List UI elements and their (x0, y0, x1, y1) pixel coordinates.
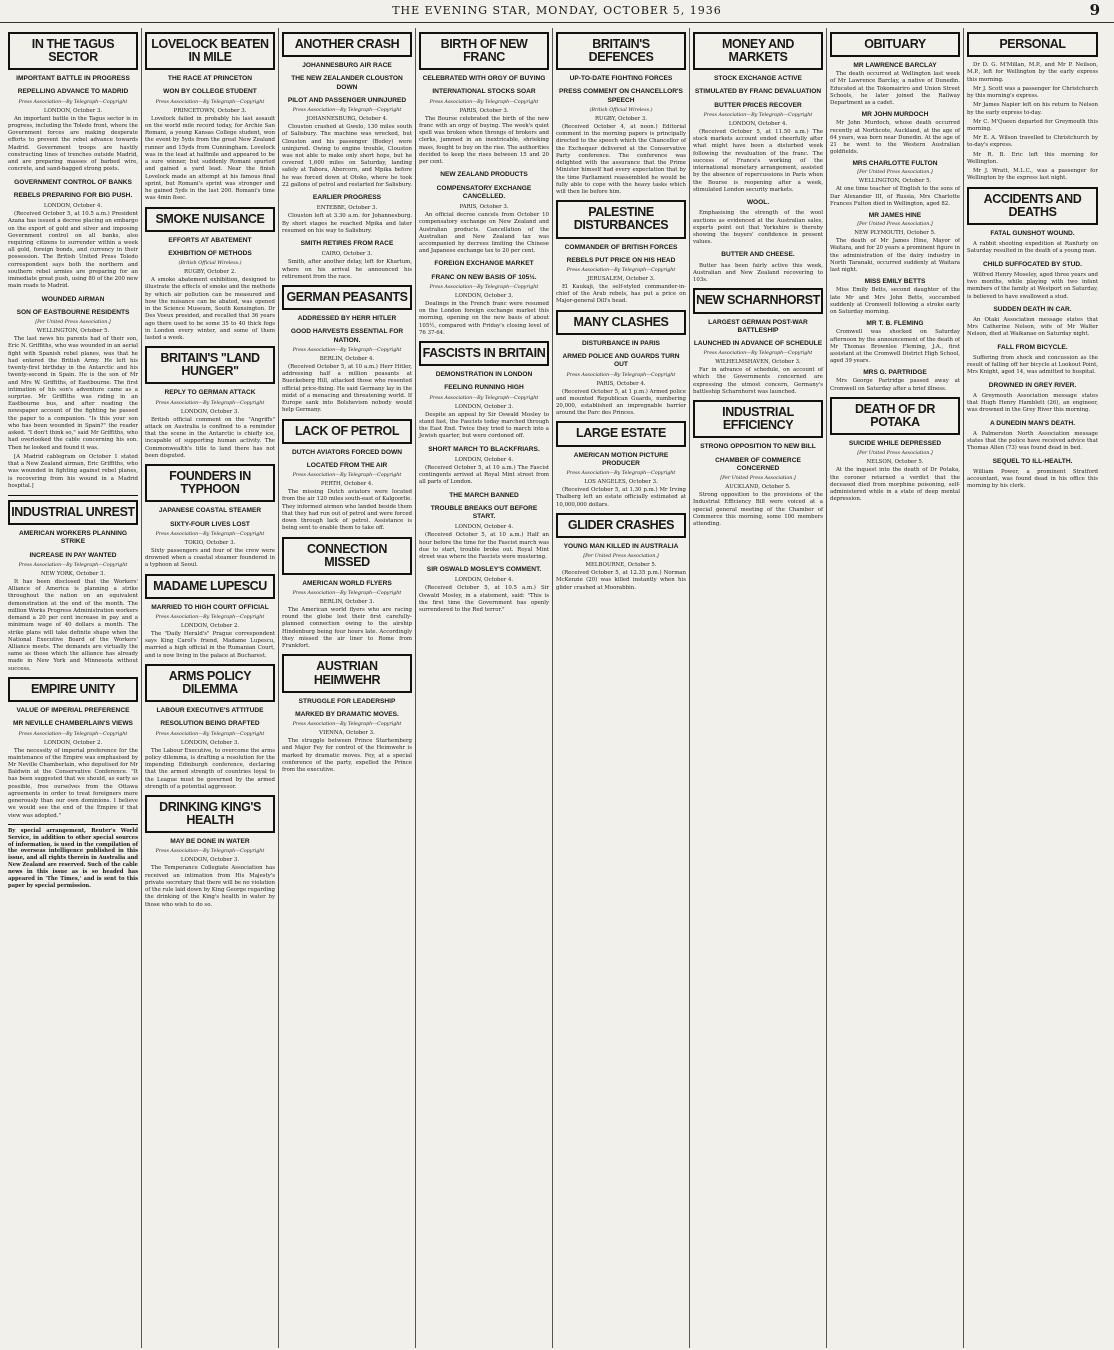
dateline: LONDON, October 4. (728, 120, 788, 127)
subhead: SHORT MARCH TO BLACKFRIARS. (428, 445, 540, 453)
subhead: EFFORTS AT ABATEMENT (168, 236, 252, 244)
article-text: At the inquest into the death of Dr Potaka, the coroner returned a verdict that the deceased died from morphine poisoning, self-administered while in a state of deep mental depression. (830, 467, 960, 503)
article-text: (Received October 4, at noon.) Editorial comment in the morning papers is principally directed to the speech which the Chancellor of the Exchequer delivered at the Conservative Party conference. The conference was delighted with the assurance that the Prime Minister himself had every expectation that by the time Parliament reassembled he would be fully able to cope with the heavy tasks which will then lie before him. (556, 123, 686, 196)
dateline: VIENNA, October 3. (319, 730, 375, 737)
credit-line: Press Association—By Telegraph—Copyright (292, 591, 402, 596)
article-text: Dealings in the French franc were resumed on the London foreign exchange market this morning, opening on the new basis of about 105½, compared with Friday's closing level of 76 37-64. (419, 300, 549, 336)
subhead: GOOD HARVESTS ESSENTIAL FOR NATION. (290, 328, 404, 344)
credit-line: Press Association—By Telegraph—Copyright (155, 400, 265, 406)
obituary-name: MR LAWRENCE BARCLAY (853, 62, 937, 70)
subhead: PILOT AND PASSENGER UNINJURED (287, 96, 407, 104)
credit-line: Press Association—By Telegraph—Copyright (566, 268, 676, 274)
dateline: RUGBY, October 3. (595, 115, 647, 122)
page-number: 9 (1089, 1, 1100, 19)
subhead: MARKED BY DRAMATIC MOVES. (295, 710, 399, 718)
dateline: PARIS, October 3. (459, 204, 509, 211)
dateline: LONDON, October 3. (454, 292, 514, 299)
headline-connection-missed: CONNECTION MISSED (282, 537, 412, 575)
article-text: The necessity of imperial preference for the maintenance of the Empire was emphasised by Mr Neville Chamberlain, who deputised for Mr Baldwin at the Conservative Conference. "It has been suggested that we should, as early as possible, free ourselves from the Ottawa agreements in order to treat foreigners more generously than our own dominions. I believe we would see the end of the Empire if that view was adopted." (8, 747, 138, 819)
headline-new-franc: BIRTH OF NEW FRANC (419, 32, 549, 70)
article-text: Despite an appeal by Sir Oswald Mosley to stand fast, the Fascists today marched through the East End. Twice they tried to march into a Jewish quarter, but were cordoned off. (419, 411, 549, 440)
subhead: FOREIGN EXCHANGE MARKET (434, 260, 534, 268)
section-divider (8, 495, 138, 496)
article-text: Mrs George Partridge passed away at Cromwell on Saturday after a brief illness. (830, 378, 960, 392)
article-text: William Power, a prominent Stratford accountant, was found dead in his office this morning by his clerk. (967, 468, 1098, 490)
subhead: AMERICAN WORLD FLYERS (302, 579, 392, 587)
article-text: The death occurred at Wellington last week of Mr Lawrence Barclay, a native of Dunedin. Educated at the Tokomairiro and Union Street Schools, he later joined the Railway Department as a cadet. (830, 71, 960, 107)
article-text: Cromwell was shocked on Saturday afternoon by the announcement of the death of Mr Thomas Brownlee Fleming, J.A., first assistant at the Cromwell District High School, aged 39 years. (830, 329, 960, 365)
credit-line: [Per United Press Association.] (35, 320, 111, 326)
subhead: LOCATED FROM THE AIR (306, 461, 388, 469)
dateline: LONDON, October 2. (180, 622, 240, 629)
dateline: LONDON, October 3. (180, 739, 240, 746)
subhead: AMERICAN MOTION PICTURE PRODUCER (573, 451, 669, 467)
column-6 (690, 28, 827, 1348)
credit-line: Press Association—By Telegraph—Copyright (292, 108, 402, 114)
subhead: IMPORTANT BATTLE IN PROGRESS (16, 75, 130, 83)
headline-lovelock: LOVELOCK BEATEN IN MILE (145, 32, 275, 70)
subhead: SMITH RETIRES FROM RACE (300, 240, 394, 248)
subhead: JOHANNESBURG AIR RACE (302, 62, 392, 70)
personal-item: Mr C. M'Queen departed for Greymouth this morning. (967, 118, 1098, 132)
subhead: FATAL GUNSHOT WOUND. (990, 229, 1075, 237)
headline-obituary: OBITUARY (830, 32, 960, 57)
subhead: RESOLUTION BEING DRAFTED (160, 720, 260, 728)
article-text: At one time teacher of English to the sons of Dar Alexander III, of Russia, Mrs Charlotte Frances Fulton died in Wellington, aged 82. (830, 186, 960, 207)
subhead: SEQUEL TO ILL-HEALTH. (992, 457, 1073, 465)
personal-item: Mr E. A. Wilson travelled to Christchurch by to-day's express. (967, 135, 1098, 149)
article-text: An Otaki Association message states that Mrs Catherine Nelson, wife of Mr Walter Nelson, died at Waikanae on Saturday night. (967, 317, 1098, 338)
headline-accidents-deaths: ACCIDENTS AND DEATHS (967, 187, 1098, 225)
subhead: FRANC ON NEW BASIS OF 105½. (431, 273, 537, 281)
obituary-name: MRS G. PARTRIDGE (863, 369, 927, 377)
subhead: EXHIBITION OF METHODS (168, 249, 252, 257)
article-text: British official comment on the "Angriffs" attack on Australia is confined to a reminder that the scene in the Antarctic is chiefly ice, incapable of supporting human activity. The Commonwealth's title to land there has not been disputed. (145, 416, 275, 459)
column-3 (279, 28, 416, 1348)
headline-personal: PERSONAL (967, 32, 1098, 57)
article-text: Suffering from shock and concussion as the result of falling off her bicycle at Lookout Point, Mrs Knight, aged 14, was admitted to hospital. (967, 354, 1098, 376)
dateline: LONDON, October 4. (43, 203, 103, 210)
dateline: NELSON, October 5. (866, 459, 924, 466)
headline-arms-policy: ARMS POLICY DILEMMA (145, 664, 275, 702)
article-text: The missing Dutch aviators were located from the air 120 miles south-east of Kalgoorlie. They informed airmen who landed beside them that they had run out of petrol and were forced down through lack of petrol. Assistance is being sent to enable them to take off. (282, 489, 412, 532)
subhead: SON OF EASTBOURNE RESIDENTS (16, 308, 130, 316)
subhead: MAY BE DONE IN WATER (170, 838, 250, 846)
dateline: BERLIN, October 3. (319, 599, 375, 605)
dateline: ENTEBBE, October 3. (316, 205, 378, 212)
article-text: An official decree cancels from October 10 compensatory exchange on New Zealand and Australian products. Cancellation of the Australian and New Zealand tax was accompanied by decrees limiting the Chinese and Japanese exchange tax to 20 per cent. (419, 212, 549, 255)
dateline: PRINCETOWN, October 3. (173, 107, 247, 114)
subhead: REBELS PREPARING FOR BIG PUSH. (13, 191, 133, 199)
dateline: LONDON, October 3. (454, 403, 514, 410)
subhead: SUDDEN DEATH IN CAR. (993, 305, 1072, 313)
credit-line: Press Association—By Telegraph—Copyright (429, 395, 539, 401)
subhead: LARGEST GERMAN POST-WAR BATTLESHIP (708, 318, 808, 334)
credit-line: Press Association—By Telegraph—Copyright (155, 531, 265, 537)
subhead: STOCK EXCHANGE ACTIVE (714, 75, 802, 83)
obituary-name: MR JOHN MURDOCH (861, 111, 929, 119)
column-7 (827, 28, 964, 1348)
article-text: Butter has been fairly active this week, Australian and New Zealand recovering to 103s. (693, 262, 823, 284)
article-text: Emphasising the strength of the wool auctions as evidenced at the Australian sales, experts point out that Yorkshire is thereby showing the buyers' confidence in present values. (693, 210, 823, 246)
headline-dr-potaka: DEATH OF DR POTAKA (830, 397, 960, 435)
special-arrangement-note: By special arrangement, Reuter's World Service, in addition to other special sources of information, is used in the compilation of the overseas intelligence published in this issue, and all rights therein in Australia and New Zealand are reserved. Such of the cable news in this issue as is so headed has appeared in 'The Times,' and is sent to this paper by special permission. (8, 824, 138, 890)
article-text: (Received October 5, at 10.5 a.m.) President Azana has issued a decree placing an embargo on the export of gold and silver and imposing Government control on all banks, also requiring citizens to surrender within a week all gold, foreign bonds, and currency in their possession. The British United Press Toledo correspondent says both the northern and southern rebel armies are preparing for an immediate great push, using 80 of the 200 new main roads to Madrid. (8, 211, 138, 290)
subhead: MARRIED TO HIGH COURT OFFICIAL (151, 603, 269, 611)
subhead: CHILD SUFFOCATED BY STUD. (982, 260, 1083, 268)
article-text: The death of Mr James Hine, Mayor of Waitara, and for 20 years a prominent figure in the administration of the dairy industry in North Taranaki, occurred suddenly at Waitara last night. (830, 238, 960, 274)
masthead-title: THE EVENING STAR, MONDAY, OCTOBER 5, 1936 (392, 4, 722, 17)
headline-smoke-nuisance: SMOKE NUISANCE (145, 207, 275, 232)
article-text: (Received October 5, at 1.30 p.m.) Mr Irving Thalberg left an estate officially estimated at 10,000,000 dollars. (556, 487, 686, 508)
credit-line: Press Association—By Telegraph—Copyright (18, 99, 128, 105)
subhead: INTERNATIONAL STOCKS SOAR (432, 88, 536, 96)
credit-line: Press Association—By Telegraph—Copyright (292, 347, 402, 353)
article-text: Far in advance of schedule, on account of which the Governments concerned are expressing the utmost concern, Germany's battleship Scharnhorst was launched. (693, 367, 823, 395)
subhead: GOVERNMENT CONTROL OF BANKS (14, 178, 132, 186)
article-text: It has been disclosed that the Workers' Alliance of America is planning a strike throughout the nation on an equivalent demonstration at the end of the month. The million Works Progress Administration workers demand a 20 per cent increase in pay and a minimum wage of 40 dollars a month. The strike plans will take definite shape when the National Executive Board of the Workers' Alliance meets. The demands are virtually the same as those which the alliance has already made in New York and Minnesota without success. (8, 578, 138, 672)
article-text: Mr John Murdoch, whose death occurred recently at Northcote, Auckland, at the age of 64 years, was born near Dunedin. At the age of 21 he went to the Western Australian goldfields. (830, 120, 960, 156)
credit-line: Press Association—By Telegraph—Copyright (155, 731, 265, 737)
subhead: NEW ZEALAND PRODUCTS (440, 171, 528, 179)
credit-line: (British Official Wireless.) (589, 107, 653, 113)
dateline: WILHELMSHAVEN, October 3. (715, 359, 801, 366)
masthead (0, 0, 1114, 23)
subhead: FALL FROM BICYCLE. (997, 343, 1068, 351)
article-text: The American world flyers who are racing round the globe lost their first carefully-planned connection owing to the airship Hindenburg being four hours late. Accordingly they missed the air liner to Rome from Frankfort. (282, 607, 412, 650)
dateline: LONDON, October 4. (454, 524, 514, 531)
article-text: Clouston crashed at Gwelo, 130 miles south of Salisbury. The machine was wrecked, but Clouston and his passenger (Bodey) were uninjured. Owing to engine trouble, Clouston was not able to make only short hops, but he covered 1,600 miles on Saturday, landing safely at Tabora, Abercorn, and Mpika before he was forced down at Otoko, where he took 22 gallons of petrol and restarted for Salisbury. (282, 124, 412, 188)
article-text: A Greymouth Association message states that Hugh Henry Hamblett (26), an engineer, was drowned in the Grey River this morning. (967, 392, 1098, 414)
credit-line: Press Association—By Telegraph—Copyright (155, 849, 265, 855)
subhead: JAPANESE COASTAL STEAMER (158, 507, 262, 515)
subhead: CHAMBER OF COMMERCE CONCERNED (715, 456, 801, 472)
credit-line: Press Association—By Telegraph—Copyright (155, 99, 265, 105)
article-text: An important battle in the Tagus sector is in progress, including the Toledo front, where the Government forces are making desperate efforts to prevent the rebel advance towards Madrid. Government troops are hastily constructing lines of trenches outside Madrid, and are preparing masses of barbed wire, concrete, and sand-bagged strong posts. (8, 115, 138, 173)
subhead: THE RACE AT PRINCETON (167, 75, 253, 83)
article-text: The last news his parents had of their son, Eric N. Griffiths, who was wounded in an aerial fight with Spanish rebel planes, was that he had entered the British Army. He left his twenty-first birthday in the Antarctic and his twenty-second in Spain. He is the son of Mr and Mrs W. Griffiths, of Eastbourne. The first intimation of his son's adventure came as a surprise. Mr Griffiths was riding in an Eastbourne bus, and after reading the newspaper account of the fighting he passed the paper to a companion. "Is this your son who has been wounded in Spain?" the reader asked. "I don't think so," said Mr Griffiths, who had overlooked the cable concerning his son. Then he looked and found it was. (8, 336, 138, 451)
article-text: A Palmerston North Association message states that the police have received advice that Thomas Allen (73) was found dead in bed. (967, 430, 1098, 452)
column-2 (142, 28, 279, 1348)
subhead: WOOL. (746, 199, 770, 207)
subhead: DUTCH AVIATORS FORCED DOWN (291, 448, 402, 456)
subhead: YOUNG MAN KILLED IN AUSTRALIA (563, 542, 679, 550)
subhead: WOUNDED AIRMAN (41, 295, 105, 303)
obituary-name: MR JAMES HINE (868, 212, 922, 220)
credit-line: Press Association—By Telegraph—Copyright (18, 731, 128, 737)
headline-land-hunger: BRITAIN'S "LAND HUNGER" (145, 346, 275, 384)
dateline: NEW YORK, October 3. (40, 570, 106, 577)
article-text: Lovelock failed in probably his last assault on the world mile record today, for Archie San Romani, a young Kansas College student, won the event by 5yds from the great New Zealand runner and 15yds from Cunningham. Lovelock was in the lead at halfmile and appeared to be a sure winner, but suddenly Romani spurted and gained a yard lead. Near the finish Lovelock made an attempt at his famous final sprint, but Romani's sprint was stronger and he gained 5yds in the last 200. Romani's time was 4min 8sec. (145, 115, 275, 202)
headline-many-clashes: MANY CLASHES (556, 310, 686, 335)
headline-tagus: IN THE TAGUS SECTOR (8, 32, 138, 70)
subhead: BUTTER AND CHEESE. (721, 251, 795, 259)
dateline: RUGBY, October 2. (184, 269, 236, 276)
credit-line: [Per United Press Association.] (857, 170, 933, 176)
dateline: NEW PLYMOUTH, October 5. (854, 230, 936, 237)
article-text: A rabbit shooting expedition at Ranfurly on Saturday resulted in the death of a young man. (967, 241, 1098, 255)
subhead: VALUE OF IMPERIAL PREFERENCE (16, 707, 130, 715)
obituary-name: MISS EMILY BETTS (864, 278, 926, 286)
dateline: LONDON, October 2. (43, 739, 103, 746)
dateline: LONDON, October 3. (43, 107, 103, 114)
personal-item: Mr J. Wratt, M.L.C., was a passenger for Wellington by the express last night. (967, 168, 1098, 182)
dateline: TOKIO, October 3. (184, 539, 236, 546)
article-text: The "Daily Herald's" Prague correspondent says King Carol's friend, Madame Lupescu, married a high official in the Rumanian Court, and is now living in the palace at Bucharest. (145, 630, 275, 659)
article-text: (Received October 5, at 11.50 a.m.) The stock markets account ended cheerfully after what might have been a disturbed week following the revaluation of the franc. The success of France's working of the international monetary arrangement, assisted by the absence of repercussions in Paris when the Bourse is reopening after a week, stimulated London security markets. (693, 128, 823, 193)
subhead: EARLIER PROGRESS (312, 194, 382, 202)
subhead: WON BY COLLEGE STUDENT (163, 88, 257, 96)
subhead: SIR OSWALD MOSLEY'S COMMENT. (426, 566, 542, 574)
subhead: SUICIDE WHILE DEPRESSED (848, 440, 942, 448)
credit-line: Press Association—By Telegraph—Copyright (292, 722, 402, 728)
headline-lack-of-petrol: LACK OF PETROL (282, 419, 412, 444)
personal-item: Mr J. Scott was a passenger for Christchurch by this morning's express. (967, 85, 1098, 100)
article-text: (Received October 5, at 10 a.m.) The Fascist contingents arrived at Royal Mint street from all parts of London. (419, 464, 549, 486)
subhead: AMERICAN WORKERS PLANNING STRIKE (18, 530, 128, 546)
headline-typhoon: FOUNDERS IN TYPHOON (145, 464, 275, 502)
dateline: LONDON, October 4. (454, 577, 514, 584)
columns (5, 28, 1109, 1348)
subhead: STRUGGLE FOR LEADERSHIP (298, 697, 396, 705)
headline-money-markets: MONEY AND MARKETS (693, 32, 823, 70)
article-text: The Labour Executive, to overcome the arms policy dilemma, is drafting a resolution for the impending Edinburgh conference, declaring that the armed strength of countries loyal to the League must be governed by the armed strength of a potential aggressor. (145, 747, 275, 790)
subhead: ADDRESSED BY HERR HITLER (297, 315, 397, 323)
subhead: REPELLING ADVANCE TO MADRID (17, 88, 129, 96)
personal-item: Mr James Napier left on his return to Nelson by the early express to-day. (967, 102, 1098, 116)
headline-kings-health: DRINKING KING'S HEALTH (145, 795, 275, 833)
personal-item: Mr R. B. Eric left this morning for Wellington. (967, 151, 1098, 165)
subhead: LAUNCHED IN ADVANCE OF SCHEDULE (693, 340, 823, 347)
subhead: SIXTY-FOUR LIVES LOST (170, 520, 250, 528)
dateline: WELLINGTON, October 5. (36, 328, 110, 335)
subhead: DEMONSTRATION IN LONDON (435, 371, 533, 379)
article-text: (Received October 5, at 10 a.m.) Half an hour before the time for the Fascist march was due to start, trouble broke out. Royal Mint street was where the Fascists were mustering. (419, 532, 549, 560)
subhead: DROWNED IN GREY RIVER. (988, 381, 1077, 389)
credit-line: Press Association—By Telegraph—Copyright (429, 99, 539, 105)
column-5 (553, 28, 690, 1348)
subhead: REBELS PUT PRICE ON HIS HEAD (566, 256, 676, 264)
credit-line: Press Association—By Telegraph—Copyright (566, 471, 676, 477)
headline-large-estate: LARGE ESTATE (556, 421, 686, 446)
dateline: LONDON, October 3. (180, 408, 240, 415)
headline-another-crash: ANOTHER CRASH (282, 32, 412, 57)
column-8 (964, 28, 1101, 1348)
article-text: A smoke abatement exhibition, designed to illustrate the effects of smoke and the methods by which air pollution can be measured and how the nuisance can be abated, was opened in the Science Museum, South Kensington. Dr Des Voeux presided, and recalled that 36 years ago there used to be some 35 to 40 thick fogs in London every winter, and some of them lasted a week. (145, 277, 275, 341)
article-text: Sixty passengers and four of the crew were drowned when a coastal steamer foundered in a typhoon at Seoul. (145, 547, 275, 569)
dateline: MELBOURNE, October 5. (585, 562, 657, 569)
article-text: The struggle between Prince Starhemberg and Major Fey for control of the Heimwehr is marked by dramatic moves. Fey, at a special conference of the party, expelled the Prince from the executive. (282, 738, 412, 774)
headline-glider-crashes: GLIDER CRASHES (556, 513, 686, 538)
dateline: LOS ANGELES, October 3. (584, 479, 658, 486)
obituary-name: MR T. B. FLEMING (866, 320, 924, 328)
subhead: COMMANDER OF BRITISH FORCES (564, 243, 678, 251)
headline-britains-defences: BRITAIN'S DEFENCES (556, 32, 686, 70)
column-4 (416, 28, 553, 1348)
subhead: BUTTER PRICES RECOVER (714, 101, 802, 109)
credit-line: Press Association—By Telegraph—Copyright (429, 284, 539, 290)
subhead: ARMED POLICE AND GUARDS TURN OUT (562, 353, 680, 369)
subhead: THE NEW ZEALANDER CLOUSTON DOWN (291, 75, 403, 91)
article-text: The Bourse celebrated the birth of the new franc with an orgy of buying. The week's quiet spell was broken when throngs of brokers and clerks, jammed in an inextricable, shrieking mass, fought to buy on the rise. The authorities decided to keep the rises between 15 and 20 per cent. (419, 115, 549, 166)
credit-line: Press Association—By Telegraph—Copyright (155, 614, 265, 620)
dateline: CAIRO, October 3. (321, 251, 373, 258)
subhead: STIMULATED BY FRANC DEVALUATION (694, 88, 822, 96)
subhead: PRESS COMMENT ON CHANCELLOR'S SPEECH (559, 88, 683, 104)
dateline: PARIS, October 3. (459, 107, 509, 114)
headline-fascists: FASCISTS IN BRITAIN (419, 341, 549, 366)
dateline: PARIS, October 4. (596, 380, 646, 387)
column-1 (5, 28, 142, 1348)
headline-german-peasants: GERMAN PEASANTS (282, 285, 412, 310)
headline-empire-unity: EMPIRE UNITY (8, 677, 138, 702)
subhead: TROUBLE BREAKS OUT BEFORE START. (430, 504, 538, 521)
article-text: Clouston left at 3.30 a.m. for Johannesburg. By short stages he reached Mpika and later resumed on his way to Salisbury. (282, 213, 412, 234)
headline-scharnhorst: NEW SCHARNHORST (693, 288, 823, 313)
headline-industrial-efficiency: INDUSTRIAL EFFICIENCY (693, 400, 823, 438)
article-text: El Kaukaji, the self-styled commander-in-chief of the Arab rebels, has put a price on Major-general Dill's head. (556, 284, 686, 305)
subhead: FEELING RUNNING HIGH (444, 384, 524, 392)
obituary-name: MRS CHARLOTTE FULTON (852, 160, 938, 168)
dateline: JOHANNESBURG, October 4. (306, 116, 388, 123)
subhead: REPLY TO GERMAN ATTACK (164, 389, 256, 397)
article-text: [A Madrid cablegram on October 1 stated that a New Zealand airman, Eric Griffiths, who was wounded in fighting against rebel planes, is recovering from his wound in a Madrid hospital.] (8, 453, 138, 489)
headline-industrial-unrest: INDUSTRIAL UNREST (8, 500, 138, 525)
subhead: DISTURBANCE IN PARIS (582, 339, 660, 347)
credit-line: Press Association—By Telegraph—Copyright (703, 112, 813, 118)
dateline: WELLINGTON, October 5. (858, 178, 932, 185)
subhead: CELEBRATED WITH ORGY OF BUYING (422, 75, 546, 83)
headline-palestine: PALESTINE DISTURBANCES (556, 200, 686, 238)
dateline: PERTH, October 4. (320, 481, 374, 488)
dateline: AUCKLAND, October 5. (725, 484, 791, 491)
subhead: LABOUR EXECUTIVE'S ATTITUDE (156, 707, 264, 715)
subhead: INCREASE IN PAY WANTED (29, 551, 117, 559)
article-text: Miss Emily Betts, second daughter of the late Mr and Mrs John Betts, succumbed suddenly at Cromwell following a stroke early on Saturday morning. (830, 287, 960, 316)
article-text: (Received October 5, at 12.35 p.m.) Norman McKenzie (20) was killed instantly when his glider crashed at Moorabbin. (556, 570, 686, 591)
article-text: (Received October 5, at 10.5 a.m.) Sir Oswald Mosley, in a statement, said: "This is the first time the Government has openly surrendered to the Red terror." (419, 585, 549, 614)
credit-line: [Per United Press Association.] (857, 451, 933, 457)
dateline: BERLIN, October 4. (319, 355, 375, 362)
article-text: (Received October 5, at 1 p.m.) Armed police and mounted Republican Guards, numbering 20,000, established an impregnable barrier around the Parc des Princes. (556, 388, 686, 417)
article-text: (Received October 5, at 10 a.m.) Herr Hitler, addressing half a million peasants at Bueckeberg Hill, attacked those who resented official price-fixing. He said Germany lay in the midst of a menacing and threatening world. If Europe sank into Bolshevism nobody would help Germany. (282, 363, 412, 414)
article-text: Strong opposition to the provisions of the Industrial Efficiency Bill were voiced at a special general meeting of the Chamber of Commerce this morning, some 100 members attending. (693, 492, 823, 528)
subhead: COMPENSATORY EXCHANGE CANCELLED. (436, 184, 532, 200)
credit-line: (British Official Wireless.) (178, 261, 242, 267)
subhead: A DUNEDIN MAN'S DEATH. (989, 419, 1076, 427)
headline-austrian-heimwehr: AUSTRIAN HEIMWEHR (282, 654, 412, 692)
dateline: LONDON, October 3. (180, 857, 240, 864)
credit-line: [Per United Press Association.] (720, 476, 796, 482)
article-text: Smith, after another delay, left for Khartum, where on his arrival he announced his retirement from the race. (282, 259, 412, 280)
credit-line: Press Association—By Telegraph—Copyright (703, 351, 813, 357)
credit-line: Press Association—By Telegraph—Copyright (292, 473, 402, 479)
subhead: UP-TO-DATE FIGHTING FORCES (569, 75, 673, 83)
dateline: LONDON, October 4. (454, 456, 514, 463)
credit-line: Press Association—By Telegraph—Copyright (18, 562, 128, 568)
subhead: STRONG OPPOSITION TO NEW BILL (700, 443, 816, 451)
personal-item: Dr D. G. M'Millan, M.P., and Mr P. Neilson, M.P., left for Wellington by the early express this morning. (967, 62, 1098, 83)
credit-line: [Per United Press Association.] (583, 554, 659, 560)
credit-line: [Per United Press Association.] (857, 222, 933, 228)
article-text: Wilfred Henry Moseley, aged three years and two months, while playing with two infant members of the family at Westport on Saturday, is believed to have swallowed a stud. (967, 271, 1098, 300)
subhead: MR NEVILLE CHAMBERLAIN'S VIEWS (13, 720, 133, 728)
dateline: JERUSALEM, October 3. (587, 276, 655, 283)
headline-lupescu: MADAME LUPESCU (145, 574, 275, 599)
subhead: THE MARCH BANNED (449, 491, 519, 499)
article-text: The Temperance Collegiate Association has received an intimation from His Majesty's private secretary that there will be no violation of the rule laid down by King George regarding the drinking of the King's health in water by those who wish to do so. (145, 865, 275, 908)
credit-line: Press Association—By Telegraph—Copyright (566, 372, 676, 378)
